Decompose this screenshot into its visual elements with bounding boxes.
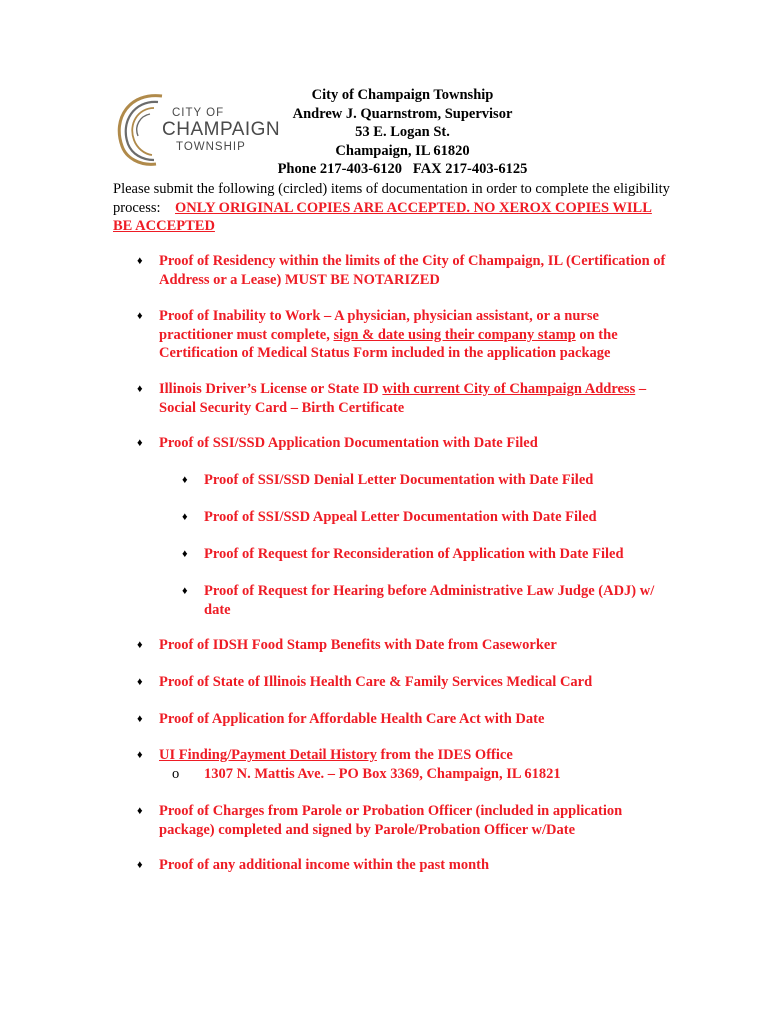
diamond-bullet-icon: ♦ <box>182 548 188 560</box>
instructions-text: Please submit the following (circled) items of documentation in order to complete the eligibility process: <box>113 181 670 216</box>
item-text: – Social Security Card – Birth Certificate <box>159 381 647 416</box>
list-item-additional-income <box>137 856 669 875</box>
circle-bullet-icon: o <box>172 766 180 782</box>
item-text-underlined: with current City of Champaign Address <box>382 381 636 397</box>
diamond-bullet-icon: ♦ <box>182 585 188 597</box>
logo-text-champaign: CHAMPAIGN <box>162 119 281 140</box>
item-text: Proof of SSI/SSD Application Documentation with Date Filed <box>159 435 538 451</box>
list-item-medical-card <box>137 673 669 692</box>
list-item-ssi-application <box>137 434 669 453</box>
item-text: from the IDES Office <box>376 747 513 763</box>
diamond-bullet-icon: ♦ <box>137 713 143 725</box>
phone-fax: Phone 217-403-6120 FAX 217-403-6125 <box>277 161 528 177</box>
diamond-bullet-icon: ♦ <box>137 255 143 267</box>
list-item-affordable-care-act <box>137 710 669 729</box>
item-text: Proof of Application for Affordable Health Care Act with Date <box>159 711 545 727</box>
item-text: Illinois Driver’s License or State ID <box>159 381 383 397</box>
diamond-bullet-icon: ♦ <box>137 859 143 871</box>
list-item-reconsideration <box>182 545 674 564</box>
item-text: Proof of State of Illinois Health Care & Family Services Medical Card <box>159 674 593 690</box>
list-item-inability-to-work <box>137 307 669 363</box>
item-text: Proof of SSI/SSD Appeal Letter Documentation with Date Filed <box>204 509 597 525</box>
list-item-hearing <box>182 582 659 619</box>
address-text: 1307 N. Mattis Ave. – PO Box 3369, Champaign, IL 61821 <box>204 766 561 782</box>
list-item-ssi-denial <box>182 471 674 490</box>
diamond-bullet-icon: ♦ <box>137 310 143 322</box>
list-item-drivers-license <box>137 380 669 417</box>
letterhead <box>250 86 555 179</box>
org-name: City of Champaign Township <box>311 87 494 103</box>
instructions-paragraph <box>113 180 673 236</box>
item-text: Proof of Request for Reconsideration of Application with Date Filed <box>204 546 624 562</box>
item-text: on the Certification of Medical Status Form included in the application package <box>159 326 618 361</box>
swoosh-logo-icon <box>110 88 170 168</box>
item-text: Proof of IDSH Food Stamp Benefits with Date from Caseworker <box>159 637 557 653</box>
list-item-ssi-appeal <box>182 508 674 527</box>
list-item-residency <box>137 252 669 289</box>
item-text-underlined: UI Finding/Payment Detail History <box>159 747 377 763</box>
sub-item-ides-address <box>172 765 561 784</box>
item-text: Proof of SSI/SSD Denial Letter Documentation with Date Filed <box>204 472 594 488</box>
list-item-idsh-food-stamp <box>137 636 669 655</box>
logo-text-township: TOWNSHIP <box>176 141 246 153</box>
item-text: Proof of any additional income within the past month <box>159 857 490 873</box>
item-text: Proof of Residency within the limits of the City of Champaign, IL (Certification of Address or a Lease) MUST BE NOTARIZED <box>159 253 666 288</box>
diamond-bullet-icon: ♦ <box>182 511 188 523</box>
item-text-underlined: sign & date using their company stamp <box>333 326 576 343</box>
diamond-bullet-icon: ♦ <box>137 749 143 761</box>
street-address: 53 E. Logan St. <box>355 124 450 140</box>
logo-text-city-of: CITY OF <box>172 107 225 119</box>
diamond-bullet-icon: ♦ <box>137 437 143 449</box>
item-text: Proof of Inability to Work – A physician, physician assistant, or a nurse practitioner must complete, <box>159 308 599 343</box>
supervisor-name: Andrew J. Quarnstrom, Supervisor <box>292 105 513 122</box>
item-text: Proof of Charges from Parole or Probation Officer (included in application package) completed and signed by Parole/Probation Officer w/Date <box>159 803 623 838</box>
diamond-bullet-icon: ♦ <box>137 676 143 688</box>
diamond-bullet-icon: ♦ <box>137 639 143 651</box>
diamond-bullet-icon: ♦ <box>137 383 143 395</box>
city-state-zip: Champaign, IL 61820 <box>335 142 470 159</box>
item-text: Proof of Request for Hearing before Administrative Law Judge (ADJ) w/ date <box>204 583 655 618</box>
diamond-bullet-icon: ♦ <box>182 474 188 486</box>
list-item-parole <box>137 802 654 839</box>
list-item-ui-finding <box>137 746 669 765</box>
diamond-bullet-icon: ♦ <box>137 805 143 817</box>
original-copies-warning: ONLY ORIGINAL COPIES ARE ACCEPTED. NO XEROX COPIES WILL BE ACCEPTED <box>113 199 652 234</box>
